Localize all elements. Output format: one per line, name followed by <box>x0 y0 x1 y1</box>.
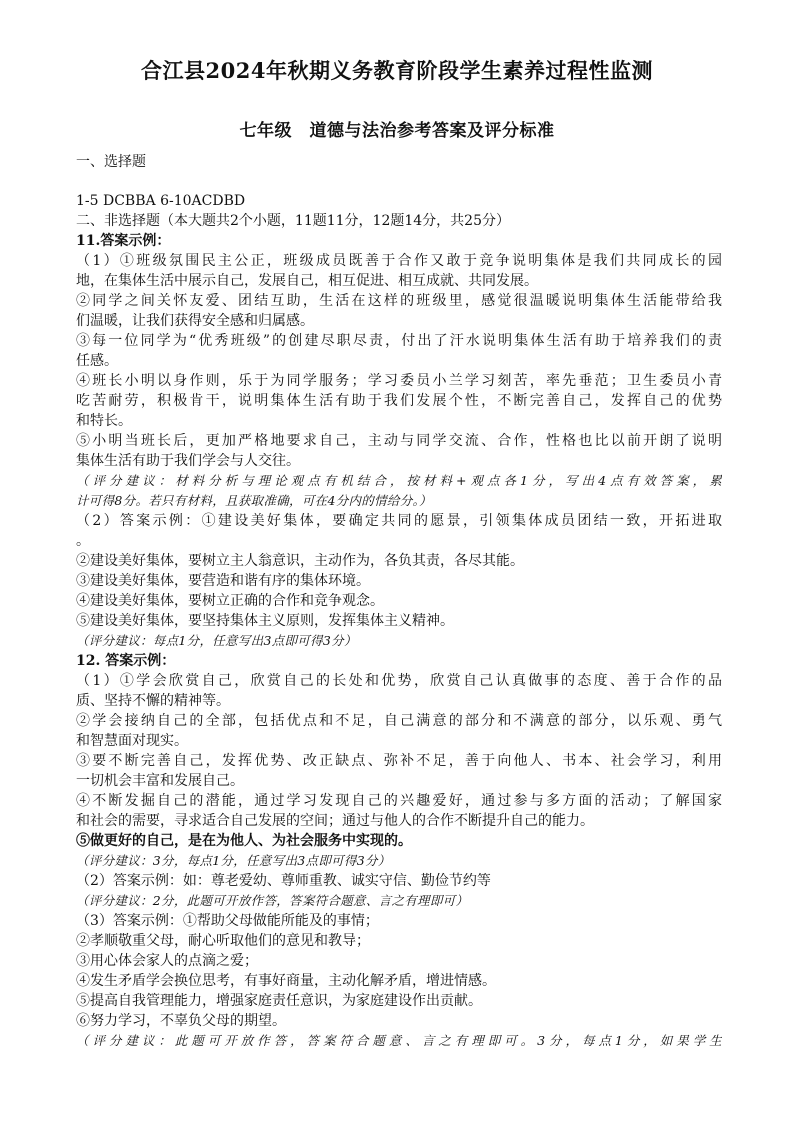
answer-line: ③每一位同学为“优秀班级”的创建尽职尽责，付出了汗水说明集体生活有助于培养我们的责 <box>76 333 722 349</box>
answer-line: （1）①学会欣赏自己，欣赏自己的长处和优势，欣赏自己认真做事的态度、善于合作的品 <box>76 673 722 689</box>
answer-line: 和特长。 <box>76 413 132 429</box>
answer-line: 12. 答案示例： <box>76 653 176 669</box>
answer-line: 1-5 DCBBA 6-10ACDBD <box>76 193 246 209</box>
answer-line: ③建设美好集体，要营造和谐有序的集体环境。 <box>76 573 370 589</box>
scoring-note-line: （评分建议：每点1分，任意写出3点即可得3分） <box>76 633 357 648</box>
answer-line: 任感。 <box>76 353 118 369</box>
answer-line: 集体生活有助于我们学会与人交往。 <box>76 453 300 469</box>
answer-line: ②学会接纳自己的全部，包括优点和不足，自己满意的部分和不满意的部分，以乐观、勇气 <box>76 713 722 729</box>
answer-line: ⑤小明当班长后，更加严格地要求自己，主动与同学交流、合作，性格也比以前开朗了说明 <box>76 433 722 449</box>
answer-line: 地，在集体生活中展示自己，发展自己，相互促进、相互成就、共同发展。 <box>76 273 538 289</box>
scoring-note-line: （评分建议：2分，此题可开放作答，答案符合题意、言之有理即可） <box>76 893 469 908</box>
document-title: 合江县2024年秋期义务教育阶段学生素养过程性监测 <box>141 58 653 83</box>
answer-line: 和智慧面对现实。 <box>76 733 188 749</box>
answer-line: （3）答案示例：①帮助父母做能所能及的事情； <box>76 913 379 929</box>
answer-line: 吃苦耐劳，积极肯干，说明集体生活有助于我们发展个性，不断完善自己，发挥自己的优势 <box>76 393 722 409</box>
answer-line: 一切机会丰富和发展自己。 <box>76 773 244 789</box>
answer-line: ④建设美好集体，要树立正确的合作和竞争观念。 <box>76 593 384 609</box>
section-heading-choice: 一、选择题 <box>76 154 146 170</box>
answer-line: ②孝顺敬重父母，耐心听取他们的意见和教导； <box>76 933 370 949</box>
answer-body <box>76 191 722 1051</box>
document-subtitle: 七年级 道德与法治参考答案及评分标准 <box>239 121 555 141</box>
answer-line: ⑥努力学习，不辜负父母的期望。 <box>76 1013 286 1029</box>
answer-line: 二、非选择题（本大题共2个小题，11题11分，12题14分，共25分） <box>76 213 510 229</box>
answer-line: 们温暖，让我们获得安全感和归属感。 <box>76 313 314 329</box>
answer-line: ③用心体会家人的点滴之爱； <box>76 953 258 969</box>
answer-line: （2）答案示例：如：尊老爱幼、尊师重教、诚实守信、勤俭节约等 <box>76 873 491 889</box>
answer-line: （2）答案示例：①建设美好集体，要确定共同的愿景，引领集体成员团结一致，开拓进取 <box>76 513 722 529</box>
scoring-note-line: （评分建议：3分，每点1分，任意写出3点即可得3分） <box>76 853 391 868</box>
answer-line: ⑤提高自我管理能力，增强家庭责任意识，为家庭建设作出贡献。 <box>76 993 482 1009</box>
scoring-note-line: （评分建议：材料分析与理论观点有机结合，按材料+观点各1分，写出4点有效答案，累 <box>76 473 722 488</box>
answer-line: ②同学之间关怀友爱、团结互助，生活在这样的班级里，感觉很温暖说明集体生活能带给我 <box>76 293 722 309</box>
answer-line: 。 <box>76 533 90 549</box>
answer-line: ④不断发掘自己的潜能，通过学习发现自己的兴趣爱好，通过参与多方面的活动；了解国家 <box>76 793 722 809</box>
answer-line: 11.答案示例： <box>76 233 171 249</box>
answer-line: ③要不断完善自己，发挥优势、改正缺点、弥补不足，善于向他人、书本、社会学习，利用 <box>76 753 722 769</box>
answer-line: ⑤建设美好集体，要坚持集体主义原则，发挥集体主义精神。 <box>76 613 454 629</box>
answer-line: 质、坚持不懈的精神等。 <box>76 693 230 709</box>
answer-line: ⑤做更好的自己，是在为他人、为社会服务中实现的。 <box>76 833 412 849</box>
answer-line: ④班长小明以身作则，乐于为同学服务；学习委员小兰学习刻苦，率先垂范；卫生委员小青 <box>76 373 722 389</box>
answer-line: ②建设美好集体，要树立主人翁意识，主动作为，各负其责，各尽其能。 <box>76 553 524 569</box>
scoring-note-line: 计可得8分。若只有材料，且获取准确，可在4分内的情给分。） <box>76 493 432 508</box>
answer-line: ④发生矛盾学会换位思考，有事好商量，主动化解矛盾，增进情感。 <box>76 973 496 989</box>
scoring-note-line: （评分建议：此题可开放作答，答案符合题意、言之有理即可。3分，每点1分，如果学生 <box>76 1033 722 1048</box>
answer-line: （1）①班级氛围民主公正，班级成员既善于合作又敢于竞争说明集体是我们共同成长的园 <box>76 253 722 269</box>
answer-line: 和社会的需要，寻求适合自己发展的空间；通过与他人的合作不断提升自己的能力。 <box>76 813 594 829</box>
